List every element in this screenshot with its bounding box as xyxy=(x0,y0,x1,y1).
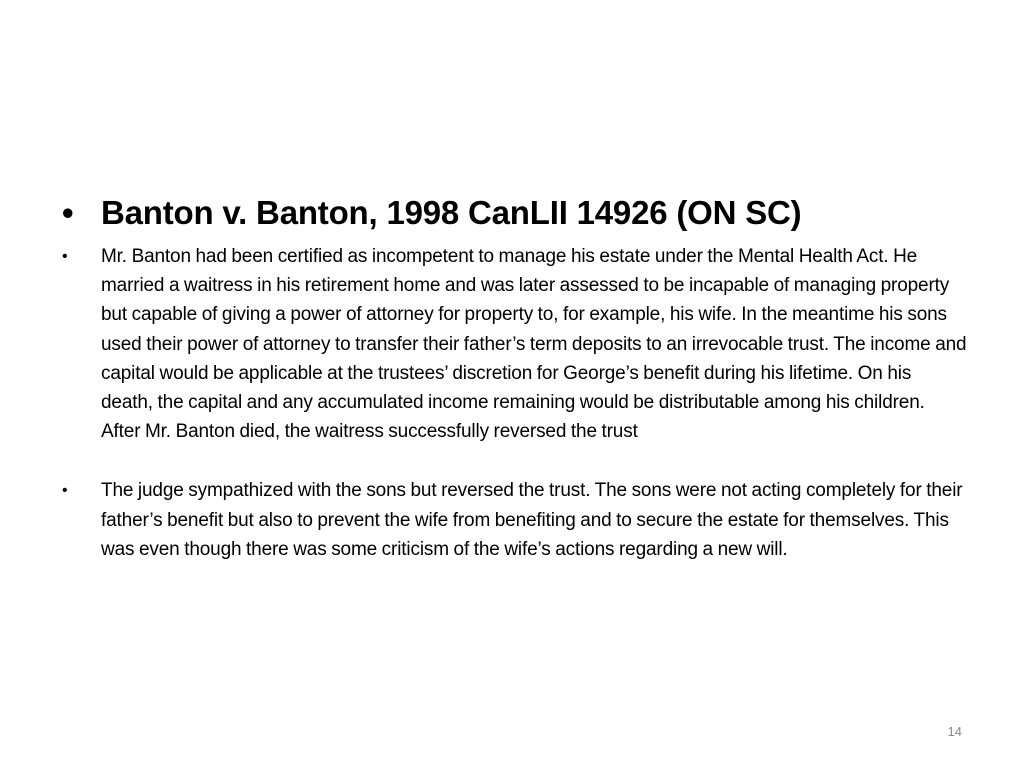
ruling-text: The judge sympathized with the sons but reversed the trust. The sons were not acting completely for their father’s benefit but also to prevent the wife from benefiting and to secure the estate for themselves. This was even though there was some criticism of the wife’s actions regarding a new will. xyxy=(101,480,963,560)
bullet-list xyxy=(62,190,967,564)
slide-number: 14 xyxy=(947,724,962,739)
facts-bullet xyxy=(62,242,967,446)
bullet-marker: • xyxy=(62,248,68,265)
case-title: Banton v. Banton, 1998 CanLII 14926 (ON SC) xyxy=(101,194,802,231)
ruling-bullet xyxy=(62,476,967,564)
facts-text: Mr. Banton had been certified as incompetent to manage his estate under the Mental Health Act. He married a waitress in his retirement home and was later assessed to be incapable of managing property but capable of giving a power of attorney for property to, for example, his wife. In the meantime his sons used their power of attorney to transfer their father’s term deposits to an irrevocable trust. The income and capital would be applicable at the trustees’ discretion for George’s benefit during his lifetime. On his death, the capital and any accumulated income remaining would be distributable among his children. After Mr. Banton died, the waitress successfully reversed the trust xyxy=(101,246,967,443)
bullet-marker: • xyxy=(62,482,68,500)
bullet-marker: • xyxy=(62,194,74,231)
case-title-bullet xyxy=(62,190,967,236)
